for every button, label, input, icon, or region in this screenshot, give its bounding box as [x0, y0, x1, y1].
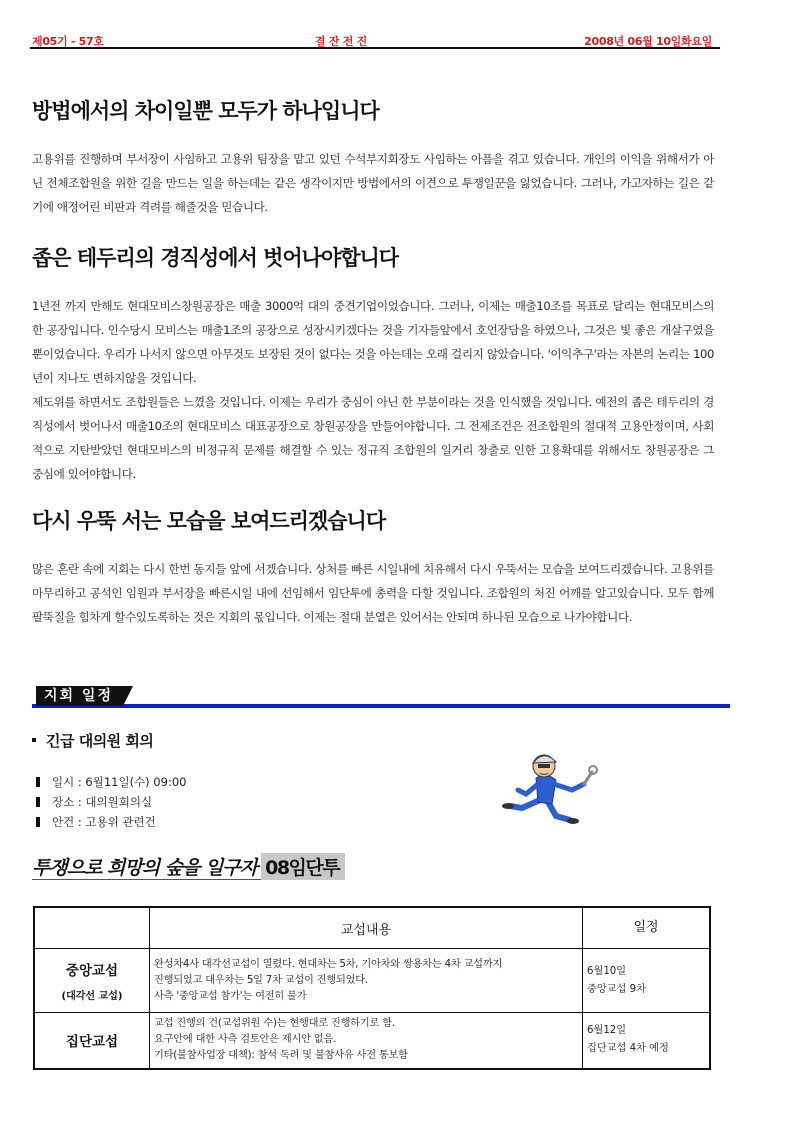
meeting-agenda: 안건 : 고용위 관련건: [52, 815, 156, 829]
content-cell: [150, 1013, 583, 1069]
schedule-banner: [32, 686, 730, 710]
bar-bullet-icon: [36, 817, 40, 827]
bar-bullet-icon: [36, 777, 40, 787]
newsletter-name: 결 잔 전 진: [315, 35, 367, 48]
section-body-1: 고용위를 진행하며 부서장이 사임하고 고용위 팀장을 맡고 있던 수석부지회장도 사임하는 아픔을 겪고 있습니다. 개인의 이익을 위해서가 아닌 전체조합원을 위한 길을 만드는 일을 하는데는 같은 생각이지만 방법에서의 이견으로 투쟁일꾼을 잃었습니다. 그러나, 가고자하는 길은 같기에 애정어린 비판과 격려를 해줄것을 믿습니다.: [32, 152, 714, 214]
content-cell: [150, 949, 583, 1013]
content-line: 진행되었고 대우차는 5일 7차 교섭이 진행되었다.: [154, 974, 368, 986]
meeting-time: 일시 : 6월11일(수) 09:00: [52, 775, 187, 789]
content-line: 요구안에 대한 사측 검토안은 제시안 없음.: [154, 1034, 337, 1046]
content-line: 사측 '중앙교섭 참가'는 여전히 불가: [154, 990, 307, 1002]
slogan-badge: 08임단투: [261, 853, 345, 880]
content-line: 교섭 진행의 건(교섭위원 수)는 현행대로 진행하기로 함.: [154, 1018, 395, 1030]
header-category: [34, 907, 150, 949]
banner-rule: [32, 704, 730, 708]
category-cell: [34, 949, 150, 1013]
meeting-detail-item: [36, 812, 186, 832]
square-bullet-icon: [32, 738, 36, 742]
meeting-title-text: 긴급 대의원 회의: [46, 732, 154, 750]
schedule-cell: [583, 949, 711, 1013]
issue-number: 제05기 - 57호: [32, 35, 104, 48]
schedule-date: 6월10일: [587, 965, 627, 977]
content-line: 완성차4사 대각선교섭이 열렸다. 현대차는 5차, 기아차와 쌍용차는 4차 교섭까지: [154, 958, 503, 970]
section-title-3: 다시 우뚝 서는 모습을 보여드리겠습니다: [32, 509, 386, 533]
bar-bullet-icon: [36, 797, 40, 807]
section-body-2a: 1년전 까지 만해도 현대모비스창원공장은 매출 3000억 대의 중견기업이었습니다. 그러나, 이제는 매출10조를 목표로 달리는 현대모비스의 한 공장입니다. 인수당시 모비스는 매출1조의 공장으로 성장시키겠다는 것을 기자들앞에서 호언장담을 하였으나, 그것은 빛 좋은 개살구였을 뿐이었습니다. 우리가 나서지 않으면 아무것도 보장된 것이 없다는 것을 아는데는 오래 걸리지 않았습니다. '이익추구'라는 자본의 논리는 100년이 지나도 변하지않을 것입니다.: [32, 299, 714, 385]
section-body-2b: 제도위를 하면서도 조합원들은 느꼈을 것입니다. 이제는 우리가 중심이 아닌 한 부분이라는 것을 인식했을 것입니다. 예전의 좁은 테두리의 경직성에서 벗어나서 매출10조의 현대모비스 대표공장으로 창원공장을 만들어야합니다. 그 전제조건은 전조합원의 절대적 고용안정이며, 사회적으로 지탄받았던 현대모비스의 비정규직 문제를 해결할 수 있는 정규직 조합원의 일거리 창출로 인한 고용확대를 위해서도 창원공장은 그 중심에 있어야합니다.: [32, 395, 714, 481]
schedule-cell: [583, 1013, 711, 1069]
table-header-row: [34, 907, 710, 949]
running-worker-icon: [500, 750, 610, 830]
negotiation-table: [33, 906, 711, 1070]
category-name: 중앙교섭: [65, 963, 119, 979]
section-body-3: 많은 혼란 속에 지회는 다시 한번 동지들 앞에 서겠습니다. 상처를 빠른 시일내에 치유해서 다시 우뚝서는 모습을 보여드리겠습니다. 고용위를 마무리하고 공석인 임원과 부서장을 빠른시일 내에 선임해서 임단투에 총력을 다할 것입니다. 조합원의 처진 어깨를 알고있습니다. 모두 함께 팔뚝질을 힘차게 할수있도록하는 것은 지회의 몫입니다. 이제는 절대 분열은 있어서는 안되며 하나된 모습으로 나가야합니다.: [32, 562, 714, 624]
table-row: [34, 949, 710, 1013]
section-title-2: 좁은 테두리의 경직성에서 벗어나야합니다: [32, 246, 399, 270]
page-header: [30, 33, 720, 49]
meeting-detail-item: [36, 792, 186, 812]
issue-date: 2008년 06월 10일화요일: [584, 35, 712, 48]
schedule-banner-label: 지회 일정: [36, 686, 123, 706]
schedule-desc: 중앙교섭 9차: [587, 983, 646, 995]
category-name: 집단교섭: [65, 1034, 119, 1051]
meeting-detail-item: [36, 772, 186, 792]
meeting-title: [32, 730, 153, 751]
header-content: 교섭내용: [150, 907, 583, 949]
slogan-text: 투쟁으로 희망의 숲을 일구자: [32, 857, 258, 879]
slogan: [32, 853, 345, 880]
header-schedule: 일정: [583, 907, 711, 949]
schedule-desc: 집단교섭 4차 예정: [587, 1043, 669, 1055]
content-line: 기타(불참사업장 대책): 참석 독려 및 불참사유 사전 통보함: [154, 1050, 408, 1062]
section-title-1: 방법에서의 차이일뿐 모두가 하나입니다: [32, 99, 379, 123]
category-cell: [34, 1013, 150, 1069]
category-sub: (대각선 교섭): [61, 991, 123, 1002]
meeting-place: 장소 : 대의원회의실: [52, 795, 153, 809]
meeting-details: [36, 772, 186, 832]
schedule-date: 6월12일: [587, 1025, 627, 1037]
table-row: [34, 1013, 710, 1069]
